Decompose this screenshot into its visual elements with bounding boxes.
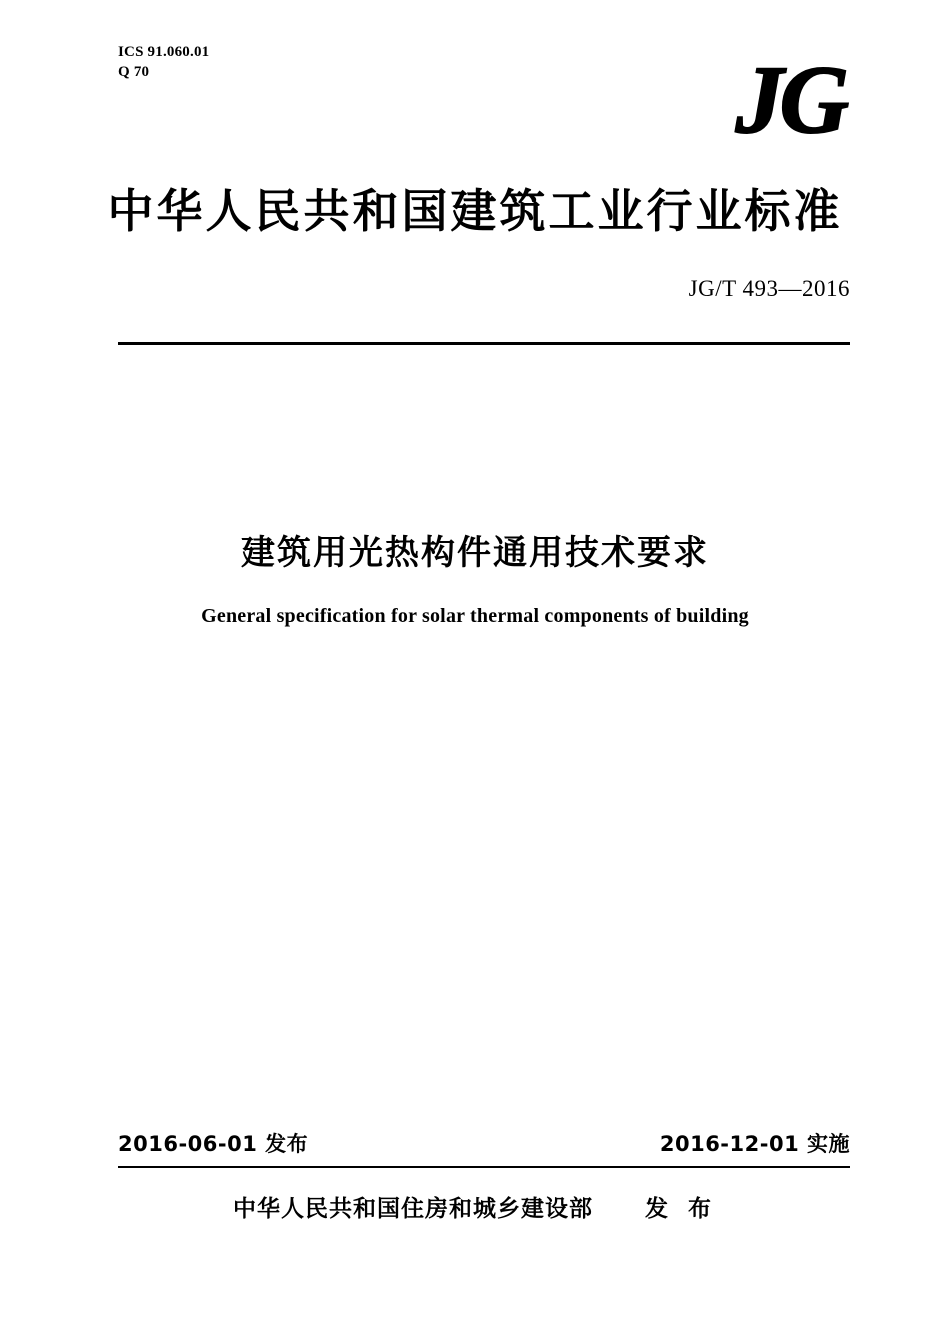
page-title-cn: 建筑用光热构件通用技术要求 [241,533,709,573]
divider-top [118,342,850,345]
divider-bottom [118,1166,850,1168]
cc-code: Q 70 [118,64,150,81]
issue-date: 2016-06-01 发布 [118,1132,309,1156]
effective-date: 2016-12-01 实施 [659,1132,850,1156]
ics-code: ICS 91.060.01 [118,44,210,60]
page-title-en: General specification for solar thermal components of building [201,605,749,627]
publisher-verb: 发 布 [645,1196,718,1222]
publisher-name: 中华人民共和国住房和城乡建设部 [232,1196,593,1222]
standard-header-cn: 中华人民共和国建筑工业行业标准 [107,184,843,238]
classification-block [118,42,209,83]
publisher-line [0,1190,950,1223]
standard-number: JG/T 493—2016 [688,276,850,301]
jg-logo: JG [735,46,845,153]
